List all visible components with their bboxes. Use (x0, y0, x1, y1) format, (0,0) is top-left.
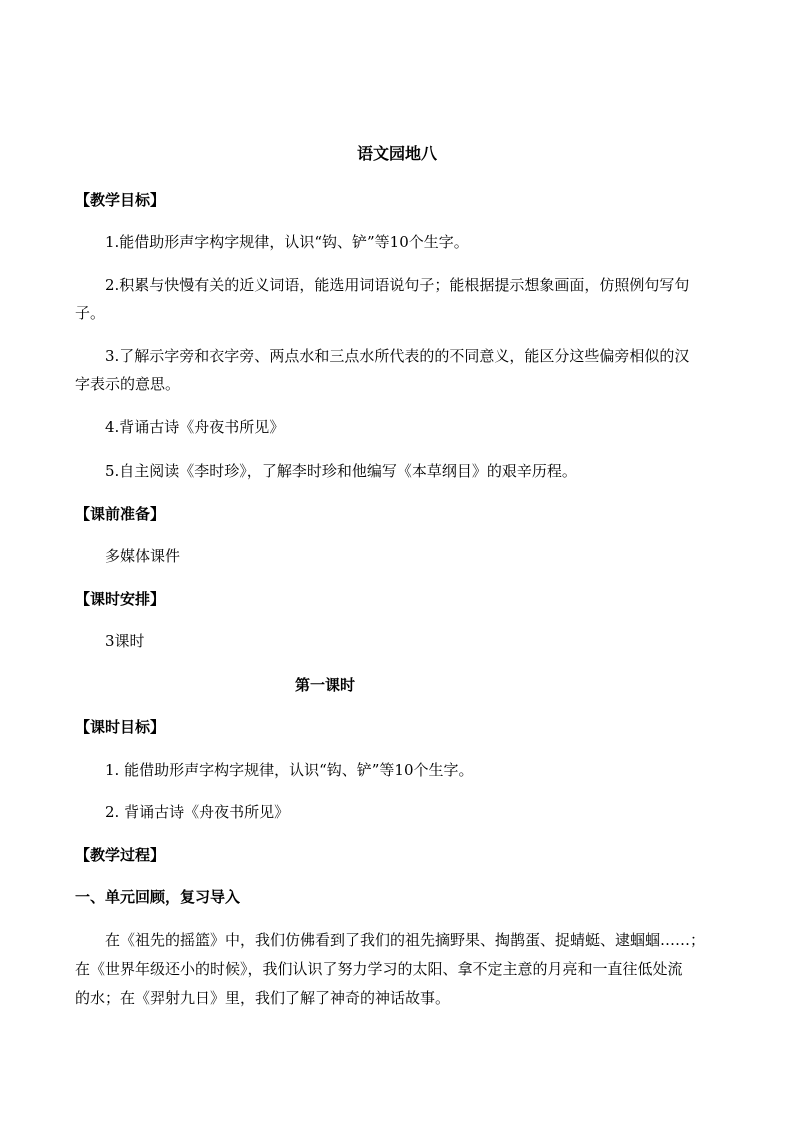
lesson-goals-heading: 【课时目标】 (75, 718, 166, 736)
goal-item-4: 4.背诵古诗《舟夜书所见》 (105, 418, 285, 436)
step-1-text-line-2: 在《世界年级还小的时候》，我们认识了努力学习的太阳、拿不定主意的月亮和一直往低处流 (75, 960, 683, 978)
step-1-text-line-1: 在《祖先的摇篮》中，我们仿佛看到了我们的祖先摘野果、掏鹊蛋、捉蜻蜓、逮蝈蝈……； (105, 931, 706, 949)
goal-item-1: 1.能借助形声字构字规律，认识“钩、铲”等10个生字。 (105, 233, 469, 251)
step-1-text-line-3: 的水；在《羿射九日》里，我们了解了神奇的神话故事。 (75, 989, 451, 1007)
goal-item-2-line-1: 2.积累与快慢有关的近义词语，能选用词语说句子；能根据提示想象画面，仿照例句写句 (105, 276, 690, 294)
lesson-goal-1: 1. 能借助形声字构字规律，认识“钩、铲”等10个生字。 (105, 761, 474, 779)
goal-item-3-line-2: 字表示的意思。 (75, 375, 181, 393)
teaching-process-heading: 【教学过程】 (75, 846, 166, 864)
schedule-heading: 【课时安排】 (75, 590, 166, 608)
step-1-heading: 一、单元回顾，复习导入 (75, 888, 241, 906)
teaching-goals-heading: 【教学目标】 (75, 191, 166, 209)
schedule-text: 3课时 (105, 632, 145, 650)
document-title: 语文园地八 (356, 144, 437, 163)
preparation-text: 多媒体课件 (105, 547, 181, 565)
goal-item-2-line-2: 子。 (75, 304, 106, 322)
goal-item-5: 5.自主阅读《李时珍》，了解李时珍和他编写《本草纲目》的艰辛历程。 (105, 462, 577, 480)
lesson-goal-2: 2. 背诵古诗《舟夜书所见》 (105, 803, 290, 821)
preparation-heading: 【课前准备】 (75, 505, 166, 523)
goal-item-3-line-1: 3.了解示字旁和衣字旁、两点水和三点水所代表的的不同意义，能区分这些偏旁相似的汉 (105, 347, 690, 365)
lesson-1-title: 第一课时 (295, 676, 356, 694)
